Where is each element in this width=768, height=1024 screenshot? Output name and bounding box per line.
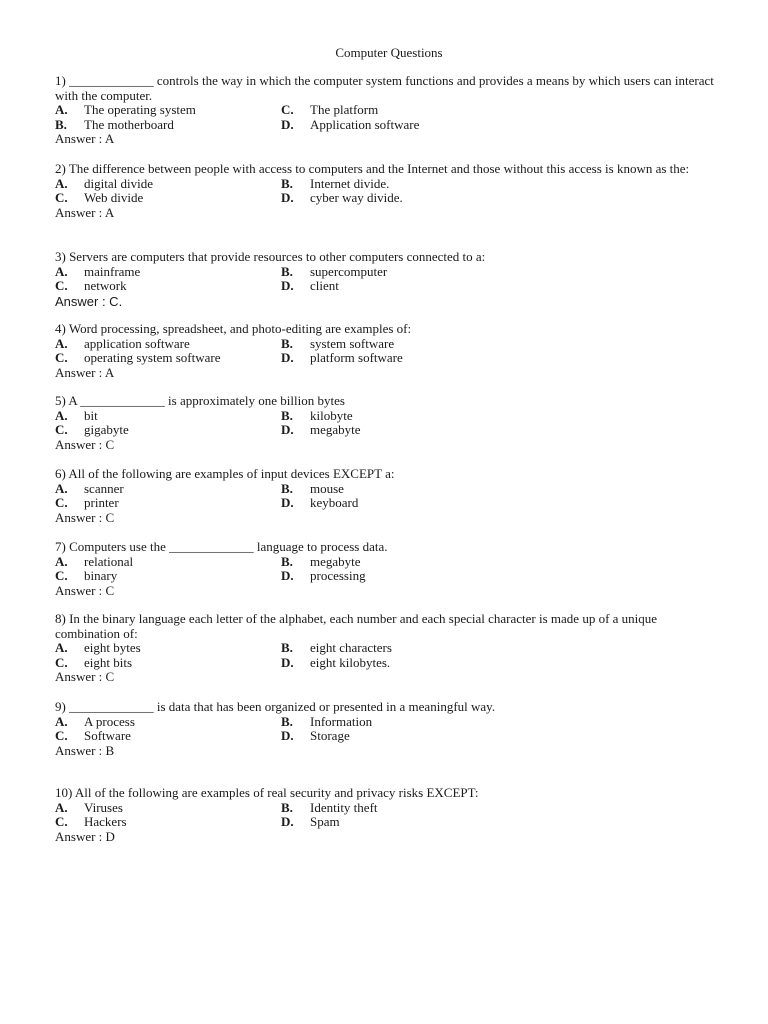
option-letter: C. bbox=[55, 654, 68, 670]
option-letter: D. bbox=[281, 190, 294, 205]
option bbox=[55, 265, 281, 280]
option bbox=[55, 801, 281, 816]
option-text: Web divide bbox=[84, 190, 144, 205]
option bbox=[281, 409, 507, 424]
option-text: eight characters bbox=[310, 640, 392, 655]
answer: Answer : C bbox=[55, 669, 115, 684]
answer: Answer : A bbox=[55, 364, 115, 380]
options-row bbox=[55, 265, 715, 280]
option bbox=[55, 482, 281, 497]
option bbox=[281, 265, 507, 280]
question-2 bbox=[55, 162, 715, 220]
option-letter: C. bbox=[55, 814, 68, 829]
option bbox=[55, 555, 281, 570]
option-letter: B. bbox=[281, 175, 293, 191]
question-6 bbox=[55, 467, 715, 525]
option bbox=[55, 569, 281, 584]
option-letter: B. bbox=[281, 799, 293, 815]
option bbox=[281, 482, 507, 497]
option bbox=[281, 656, 507, 671]
option-letter: D. bbox=[281, 814, 294, 829]
option-letter: D. bbox=[281, 116, 294, 132]
option bbox=[55, 496, 281, 511]
option-letter: C. bbox=[55, 190, 68, 205]
answer: Answer : A bbox=[55, 204, 115, 220]
question-text: 9) _____________ is data that has been organized or presented in a meaningful way. bbox=[55, 699, 496, 714]
question-text: 1) _____________ controls the way in which the computer system functions and provides a means by which users can interact with the computer. bbox=[55, 73, 714, 103]
option bbox=[55, 351, 281, 366]
option bbox=[55, 337, 281, 352]
option-text: processing bbox=[310, 568, 366, 583]
option-text: Storage bbox=[310, 728, 350, 743]
question-text: 10) All of the following are examples of real security and privacy risks EXCEPT: bbox=[55, 785, 479, 800]
option-text: Information bbox=[310, 713, 373, 729]
options-row bbox=[55, 801, 715, 816]
option-text: gigabyte bbox=[84, 422, 129, 437]
option-text: client bbox=[310, 278, 339, 293]
options-row bbox=[55, 729, 715, 744]
question-9 bbox=[55, 700, 715, 758]
option bbox=[281, 569, 507, 584]
option bbox=[281, 351, 507, 366]
option-text: Software bbox=[84, 728, 131, 743]
options-row bbox=[55, 482, 715, 497]
option bbox=[281, 815, 507, 830]
option-letter: C. bbox=[55, 422, 68, 437]
option bbox=[281, 177, 507, 192]
option-letter: D. bbox=[281, 568, 294, 583]
options-row bbox=[55, 815, 715, 830]
option-text: application software bbox=[84, 335, 190, 351]
options-row bbox=[55, 569, 715, 584]
answer: Answer : B bbox=[55, 742, 115, 758]
option bbox=[281, 337, 507, 352]
option-text: relational bbox=[84, 553, 134, 569]
option bbox=[55, 191, 281, 206]
option-letter: D. bbox=[281, 495, 294, 510]
answer: Answer : C bbox=[55, 582, 115, 598]
question-8 bbox=[55, 612, 715, 685]
option-letter: A. bbox=[55, 713, 68, 729]
option-text: eight bits bbox=[84, 654, 133, 670]
option-letter: B. bbox=[55, 116, 67, 132]
option bbox=[55, 641, 281, 656]
option-letter: C. bbox=[55, 495, 68, 510]
options-row bbox=[55, 409, 715, 424]
options-row bbox=[55, 118, 715, 133]
options-row bbox=[55, 191, 715, 206]
option-letter: A. bbox=[55, 175, 68, 191]
option bbox=[55, 815, 281, 830]
option-letter: A. bbox=[55, 480, 68, 496]
options-row bbox=[55, 279, 715, 294]
option-letter: D. bbox=[281, 278, 294, 293]
option-text: cyber way divide. bbox=[310, 190, 403, 205]
option bbox=[55, 279, 281, 294]
option-letter: A. bbox=[55, 335, 68, 351]
option-text: keyboard bbox=[310, 495, 359, 510]
option-letter: B. bbox=[281, 553, 293, 569]
option-text: eight kilobytes. bbox=[310, 654, 391, 670]
answer: Answer : C bbox=[55, 436, 115, 452]
option-letter: C. bbox=[55, 568, 68, 583]
option bbox=[55, 656, 281, 671]
question-4 bbox=[55, 322, 715, 380]
question-text: 2) The difference between people with access to computers and the Internet and those without this access is known as the: bbox=[55, 161, 690, 176]
option-text: Hackers bbox=[84, 814, 127, 829]
question-1 bbox=[55, 74, 715, 147]
option-text: mainframe bbox=[84, 263, 141, 279]
option bbox=[55, 118, 281, 133]
question-text: 5) A _____________ is approximately one billion bytes bbox=[55, 393, 345, 408]
option-letter: A. bbox=[55, 263, 68, 279]
question-text: 8) In the binary language each letter of the alphabet, each number and each special character is made up of a unique combination of: bbox=[55, 611, 658, 641]
option-letter: C. bbox=[55, 350, 68, 365]
document-title: Computer Questions bbox=[335, 45, 443, 60]
option bbox=[55, 177, 281, 192]
option-text: Application software bbox=[310, 116, 420, 132]
option-letter: D. bbox=[281, 728, 294, 743]
option bbox=[55, 409, 281, 424]
answer: Answer : C. bbox=[55, 293, 123, 309]
option-text: Spam bbox=[310, 814, 340, 829]
option bbox=[281, 801, 507, 816]
option bbox=[281, 118, 507, 133]
answer: Answer : A bbox=[55, 131, 115, 146]
option-letter: B. bbox=[281, 335, 293, 351]
option-letter: D. bbox=[281, 350, 294, 365]
option bbox=[281, 191, 507, 206]
option-letter: B. bbox=[281, 480, 293, 496]
option-text: mouse bbox=[310, 480, 344, 496]
option-text: platform software bbox=[310, 350, 403, 365]
options-row bbox=[55, 656, 715, 671]
option bbox=[55, 423, 281, 438]
option bbox=[55, 715, 281, 730]
options-row bbox=[55, 351, 715, 366]
option-text: printer bbox=[84, 495, 119, 510]
option bbox=[281, 641, 507, 656]
option bbox=[281, 496, 507, 511]
option-letter: B. bbox=[281, 263, 293, 279]
question-5 bbox=[55, 394, 715, 452]
option-text: scanner bbox=[84, 480, 124, 496]
question-10 bbox=[55, 786, 715, 844]
option-text: The platform bbox=[310, 102, 379, 117]
option-letter: D. bbox=[281, 654, 294, 670]
option-letter: C. bbox=[55, 728, 68, 743]
option-text: kilobyte bbox=[310, 407, 353, 423]
option-letter: A. bbox=[55, 102, 68, 117]
option-text: system software bbox=[310, 335, 395, 351]
answer: Answer : D bbox=[55, 828, 115, 844]
question-3 bbox=[55, 250, 715, 309]
question-text: 3) Servers are computers that provide resources to other computers connected to a: bbox=[55, 249, 486, 264]
option-text: megabyte bbox=[310, 422, 361, 437]
option-text: binary bbox=[84, 568, 118, 583]
option-letter: A. bbox=[55, 407, 68, 423]
options-row bbox=[55, 423, 715, 438]
options-row bbox=[55, 555, 715, 570]
option bbox=[281, 715, 507, 730]
option-text: digital divide bbox=[84, 175, 153, 191]
option bbox=[281, 555, 507, 570]
question-text: 7) Computers use the _____________ language to process data. bbox=[55, 539, 388, 554]
options-row bbox=[55, 496, 715, 511]
option-letter: C. bbox=[281, 102, 294, 117]
option-letter: A. bbox=[55, 640, 68, 655]
option-text: Viruses bbox=[84, 799, 123, 815]
option-text: The motherboard bbox=[84, 116, 174, 132]
option bbox=[281, 103, 507, 118]
option-text: operating system software bbox=[84, 350, 221, 365]
options-row bbox=[55, 337, 715, 352]
option-text: supercomputer bbox=[310, 263, 388, 279]
question-text: 6) All of the following are examples of input devices EXCEPT a: bbox=[55, 466, 395, 481]
answer: Answer : C bbox=[55, 509, 115, 525]
option-letter: B. bbox=[281, 407, 293, 423]
option-text: network bbox=[84, 278, 127, 293]
option bbox=[55, 103, 281, 118]
option-text: Internet divide. bbox=[310, 175, 390, 191]
option-letter: A. bbox=[55, 553, 68, 569]
option-letter: A. bbox=[55, 799, 68, 815]
option bbox=[281, 279, 507, 294]
options-row bbox=[55, 641, 715, 656]
option-letter: D. bbox=[281, 422, 294, 437]
option-text: The operating system bbox=[84, 102, 196, 117]
option-text: A process bbox=[84, 713, 135, 729]
option-text: bit bbox=[84, 407, 98, 423]
option-letter: C. bbox=[55, 278, 68, 293]
options-row bbox=[55, 715, 715, 730]
option-letter: B. bbox=[281, 640, 293, 655]
question-7 bbox=[55, 540, 715, 598]
option bbox=[281, 729, 507, 744]
options-row bbox=[55, 103, 715, 118]
question-text: 4) Word processing, spreadsheet, and photo-editing are examples of: bbox=[55, 321, 412, 336]
option-text: eight bytes bbox=[84, 640, 141, 655]
option-letter: B. bbox=[281, 713, 293, 729]
options-row bbox=[55, 177, 715, 192]
option-text: Identity theft bbox=[310, 799, 378, 815]
option bbox=[55, 729, 281, 744]
option-text: megabyte bbox=[310, 553, 361, 569]
option bbox=[281, 423, 507, 438]
